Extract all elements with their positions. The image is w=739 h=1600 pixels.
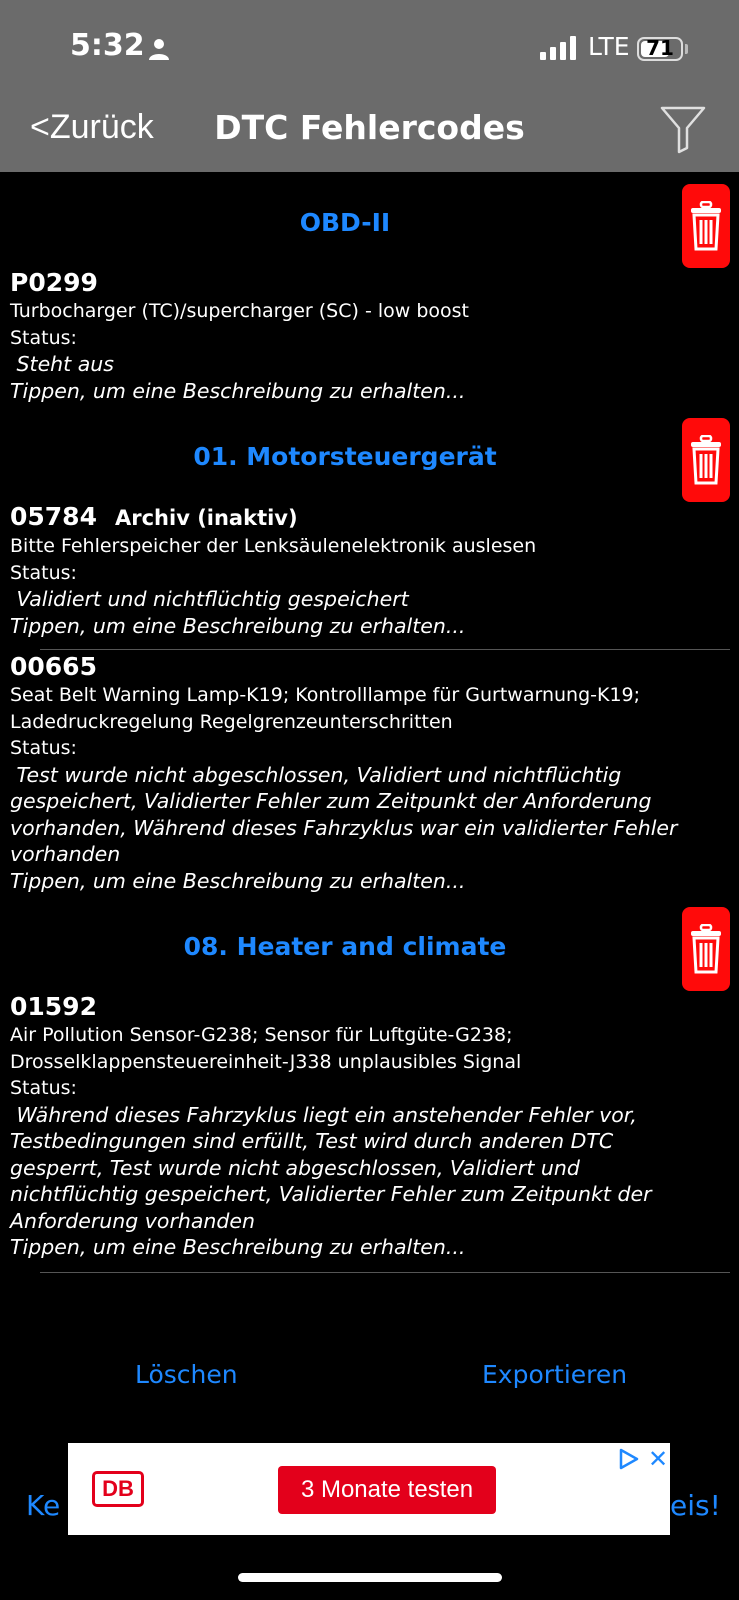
- status-text-line: Steht aus: [10, 352, 114, 376]
- filter-icon[interactable]: [660, 104, 706, 154]
- delete-group-motorsteuergeraet-button[interactable]: [682, 418, 730, 502]
- dtc-description-line: Ladedruckregelung Regelgrenzeunterschritten: [10, 710, 453, 733]
- status-text-line: Anforderung vorhanden: [10, 1208, 256, 1233]
- ad-cta-button[interactable]: 3 Monate testen: [278, 1466, 496, 1514]
- dtc-code: 01592: [10, 992, 97, 1021]
- archive-badge: Archiv (inaktiv): [114, 506, 298, 530]
- status-text-line: gesperrt, Test wurde nicht abgeschlossen, Validiert und: [10, 1155, 580, 1180]
- nav-header: [0, 0, 739, 172]
- delete-button[interactable]: Löschen: [135, 1360, 238, 1389]
- divider: [40, 1272, 730, 1273]
- status-text-line: vorhanden, Während dieses Fahrzyklus war ein validierter Fehler: [10, 815, 678, 840]
- person-icon: [148, 38, 170, 60]
- trash-icon: [690, 924, 722, 974]
- description-hint: Tippen, um eine Beschreibung zu erhalten...: [10, 613, 466, 638]
- status-text-line: vorhanden: [10, 842, 121, 866]
- hidden-banner-text-left: Ke: [26, 1489, 61, 1522]
- status-text-line: Testbedingungen sind erfüllt, Test wird durch anderen DTC: [10, 1129, 614, 1153]
- status-time: 5:32: [70, 28, 145, 63]
- dtc-description-line: Seat Belt Warning Lamp-K19; Kontrolllampe für Gurtwarnung-K19;: [10, 684, 641, 706]
- status-label: Status:: [10, 561, 77, 584]
- status-label: Status:: [10, 326, 77, 349]
- status-label: Status:: [10, 737, 77, 759]
- description-hint: Tippen, um eine Beschreibung zu erhalten...: [10, 868, 466, 893]
- dtc-entry[interactable]: [10, 992, 730, 1261]
- ad-banner[interactable]: [68, 1443, 670, 1535]
- dtc-code: 00665: [10, 652, 97, 681]
- delete-group-heater-climate-button[interactable]: [682, 907, 730, 991]
- battery-icon: [637, 37, 683, 61]
- dtc-description-line: Turbocharger (TC)/supercharger (SC) - low boost: [10, 300, 469, 322]
- signal-icon: [540, 36, 578, 60]
- dtc-description-line: Air Pollution Sensor-G238; Sensor für Luftgüte-G238;: [10, 1024, 513, 1046]
- delete-group-obd2-button[interactable]: [682, 184, 730, 268]
- status-text-line: Validiert und nichtflüchtig gespeichert: [10, 587, 409, 611]
- dtc-code: P0299: [10, 268, 98, 297]
- adchoices-icon[interactable]: [616, 1447, 640, 1471]
- trash-icon: [690, 201, 722, 251]
- status-text-line: nichtflüchtig gespeichert, Validierter Fehler zum Zeitpunkt der: [10, 1182, 652, 1206]
- hidden-banner-text-right: eis!: [670, 1489, 721, 1522]
- divider: [40, 649, 730, 650]
- battery-level: 71: [646, 36, 674, 60]
- description-hint: Tippen, um eine Beschreibung zu erhalten...: [10, 1235, 466, 1259]
- status-label: Status:: [10, 1077, 77, 1099]
- trash-icon: [690, 435, 722, 485]
- network-type: LTE: [588, 32, 630, 61]
- dtc-description-line: Bitte Fehlerspeicher der Lenksäulenelektronik auslesen: [10, 535, 537, 557]
- dtc-entry[interactable]: [10, 268, 730, 404]
- battery-nub: [685, 44, 688, 54]
- export-button[interactable]: Exportieren: [482, 1360, 628, 1389]
- page-title: DTC Fehlercodes: [214, 108, 525, 147]
- group-title-obd2: OBD-II: [299, 208, 391, 237]
- ad-close-icon[interactable]: ✕: [648, 1445, 669, 1473]
- group-title-motorsteuergeraet: 01. Motorsteuergerät: [193, 442, 497, 471]
- status-text-line: Während dieses Fahrzyklus liegt ein anstehender Fehler vor,: [10, 1102, 637, 1127]
- db-logo: DB: [92, 1471, 144, 1507]
- status-text-line: Test wurde nicht abgeschlossen, Validiert und nichtflüchtig: [10, 762, 622, 787]
- home-indicator[interactable]: [238, 1573, 502, 1582]
- group-title-heater-climate: 08. Heater and climate: [183, 932, 507, 961]
- dtc-code-row: [10, 502, 730, 533]
- back-button[interactable]: <Zurück: [30, 108, 154, 146]
- dtc-description-line: Drosselklappensteuereinheit-J338 unplausibles Signal: [10, 1050, 522, 1073]
- description-hint: Tippen, um eine Beschreibung zu erhalten...: [10, 378, 466, 403]
- dtc-entry[interactable]: [10, 652, 730, 894]
- dtc-entry[interactable]: [10, 502, 730, 639]
- status-text-line: gespeichert, Validierter Fehler zum Zeitpunkt der Anforderung: [10, 789, 652, 813]
- dtc-code: 05784: [10, 502, 97, 531]
